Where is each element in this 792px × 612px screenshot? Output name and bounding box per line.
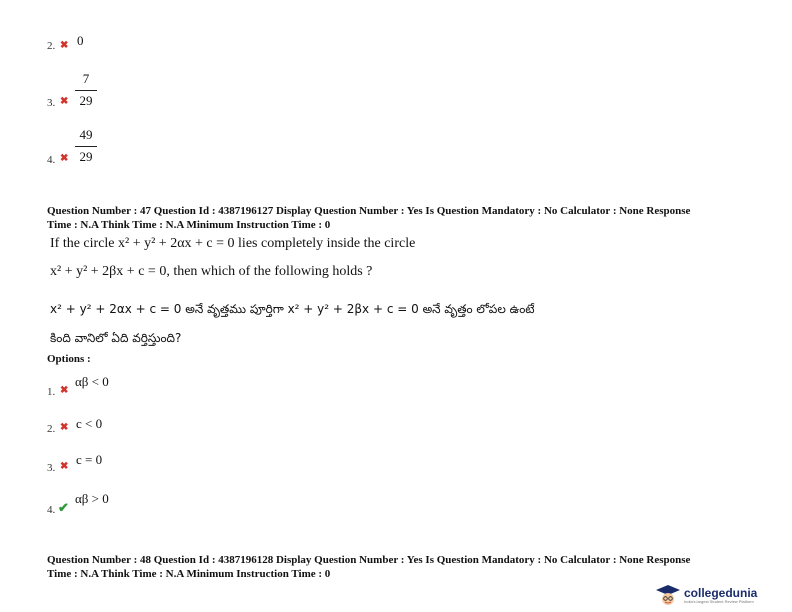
- options-label: Options :: [47, 353, 91, 365]
- fraction-denominator: 29: [79, 149, 93, 164]
- question-meta: Question Number : 47 Question Id : 4387196127 Display Question Number : Yes Is Question Mandatory : No Calculator : None Response: [47, 205, 691, 217]
- option-fraction: [75, 71, 97, 109]
- fraction-bar: [75, 90, 97, 91]
- wrong-mark-icon: ✖: [60, 96, 69, 107]
- wrong-mark-icon: ✖: [60, 422, 69, 433]
- option-number: 4.: [47, 504, 56, 516]
- option-number: 3.: [47, 97, 56, 109]
- fraction-numerator: 49: [79, 127, 93, 142]
- fraction-denominator: 29: [79, 93, 93, 108]
- option-value: c < 0: [76, 416, 103, 431]
- question-meta-time: Time : N.A Think Time : N.A Minimum Instruction Time : 0: [47, 219, 331, 231]
- option-number: 2.: [47, 423, 56, 435]
- wrong-mark-icon: ✖: [60, 385, 69, 396]
- option-number: 1.: [47, 386, 56, 398]
- wrong-mark-icon: ✖: [60, 461, 69, 472]
- graduate-mascot-icon: [655, 584, 681, 606]
- question-text-telugu: కింది వానిలో ఏది వర్తిస్తుంది?: [50, 331, 182, 345]
- question-meta-time: Time : N.A Think Time : N.A Minimum Instruction Time : 0: [47, 568, 331, 580]
- wrong-mark-icon: ✖: [60, 153, 69, 164]
- fraction-bar: [75, 146, 97, 147]
- option-fraction: [75, 127, 97, 165]
- fraction-numerator: 7: [82, 71, 90, 86]
- option-value: αβ < 0: [75, 374, 109, 389]
- option-number: 3.: [47, 462, 56, 474]
- question-text-telugu: x² + y² + 2αx + c = 0 అనే వృత్తము పూర్తిగా x² + y² + 2βx + c = 0 అనే వృత్తం లోపల ఉంటే: [50, 302, 535, 316]
- option-number: 2.: [47, 40, 56, 52]
- option-value-correct: αβ > 0: [75, 491, 109, 506]
- option-value: c = 0: [76, 452, 103, 467]
- collegedunia-logo: [655, 584, 757, 606]
- wrong-mark-icon: ✖: [60, 40, 69, 51]
- option-number: 4.: [47, 154, 56, 166]
- question-text: If the circle x² + y² + 2αx + c = 0 lies completely inside the circle: [50, 236, 416, 251]
- brand-name: collegedunia: [684, 585, 758, 600]
- option-value: 0: [77, 33, 84, 48]
- correct-mark-icon: ✔: [58, 500, 69, 515]
- question-text: x² + y² + 2βx + c = 0, then which of the following holds ?: [50, 264, 373, 279]
- brand-tagline: India's largest Student Review Platform: [684, 598, 754, 604]
- question-meta: Question Number : 48 Question Id : 4387196128 Display Question Number : Yes Is Question Mandatory : No Calculator : None Response: [47, 554, 691, 566]
